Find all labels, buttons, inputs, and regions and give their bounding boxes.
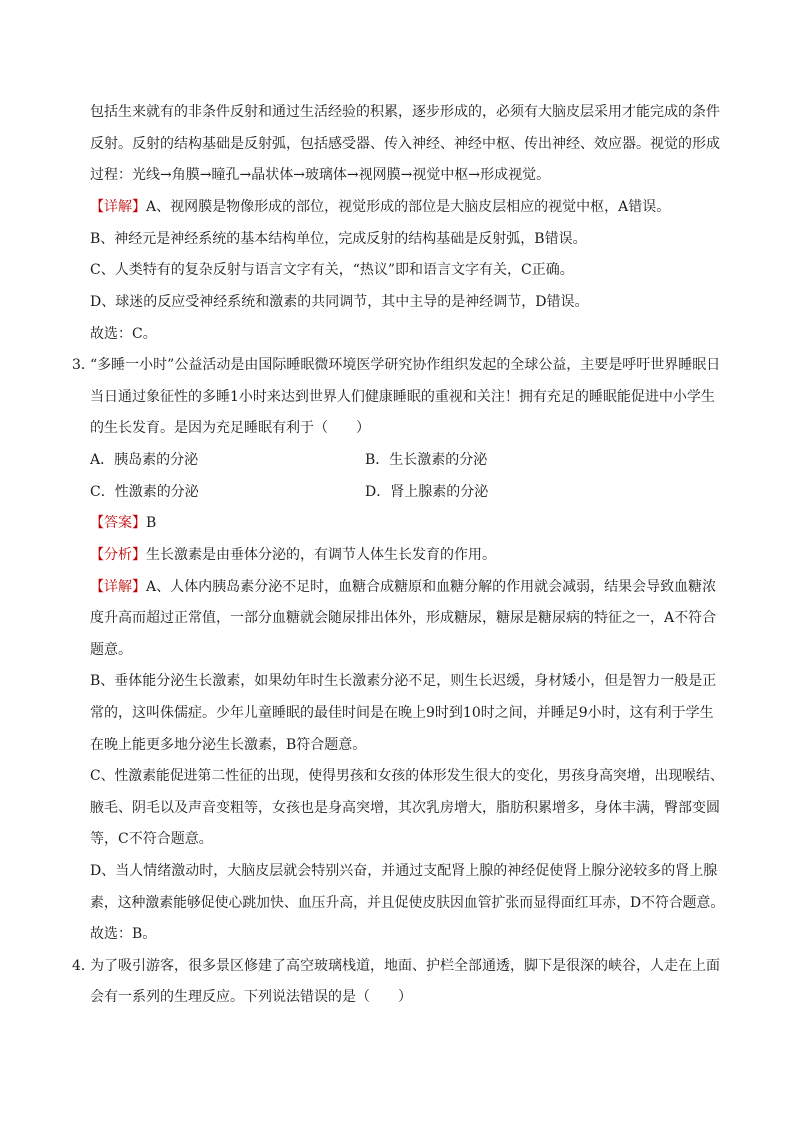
- q3-detail-line: 在晚上能更多地分泌生长激素，B符合题意。: [90, 737, 367, 753]
- detail-tag: 【详解】: [90, 579, 146, 595]
- q3-detail-line: B、垂体能分泌生长激素，如果幼年时生长激素分泌不足，则生长迟缓，身材矮小，但是智力一般是正: [90, 673, 717, 689]
- q3-detail-line: 题意。: [90, 642, 132, 658]
- q3-option-a: A．胰岛素的分泌: [90, 452, 199, 468]
- q4-number: 4．: [72, 958, 95, 974]
- q3-number: 3．: [72, 357, 95, 373]
- q3-detail-line: 度升高而超过正常值，一部分血糖就会随尿排出体外，形成糖尿，糖尿是糖尿病的特征之一，A不符合: [90, 610, 717, 626]
- q2-detail-a: [90, 198, 670, 216]
- q3-detail-line: 常的，这叫侏儒症。少年儿童睡眠的最佳时间是在晚上9时到10时之间，并睡足9小时，这有利于学生: [90, 705, 714, 721]
- q3-stem-line: “多睡一小时”公益活动是由国际睡眠微环境医学研究协作组织发起的全球公益，主要是呼吁世界睡眠日: [90, 357, 721, 373]
- q2-explain-line: 反射。反射的结构基础是反射弧，包括感受器、传入神经、神经中枢、传出神经、效应器。视觉的形成: [90, 136, 720, 152]
- detail-text: A、人体内胰岛素分泌不足时，血糖合成糖原和血糖分解的作用就会减弱，结果会导致血糖浓: [146, 579, 717, 595]
- q3-detail-line: C、性激素能促进第二性征的出现，使得男孩和女孩的体形发生很大的变化，男孩身高突增，出现喉结、: [90, 768, 724, 784]
- detail-text: A、视网膜是物像形成的部位，视觉形成的部位是大脑皮层相应的视觉中枢，A错误。: [146, 199, 671, 215]
- answer-tag: 【答案】: [90, 515, 146, 531]
- q2-choose: 故选：C。: [90, 326, 157, 342]
- analysis-tag: 【分析】: [90, 547, 146, 563]
- q2-detail-b: B、神经元是神经系统的基本结构单位，完成反射的结构基础是反射弧，B错误。: [90, 231, 587, 247]
- detail-tag: 【详解】: [90, 199, 146, 215]
- q4-stem-line: 会有一系列的生理反应。下列说法错误的是（ ）: [90, 989, 412, 1005]
- q3-detail-line: 腋毛、阴毛以及声音变粗等，女孩也是身高突增，其次乳房增大，脂肪积累增多，身体丰满，臀部变圆: [90, 800, 720, 816]
- q3-stem-line: 的生长发育。是因为充足睡眠有利于（ ）: [90, 420, 370, 436]
- q2-explain-line: 包括生来就有的非条件反射和通过生活经验的积累，逐步形成的，必须有大脑皮层采用才能完成的条件: [90, 104, 720, 120]
- q3-detail-line: 素，这种激素能够促使心跳加快、血压升高，并且促使皮肤因血管扩张而显得面红耳赤，D不符合题意。: [90, 895, 725, 911]
- answer-value: B: [146, 515, 157, 531]
- q2-detail-c: C、人类特有的复杂反射与语言文字有关，“热议”即和语言文字有关，C正确。: [90, 262, 574, 278]
- q3-option-d: D．肾上腺素的分泌: [365, 484, 489, 500]
- q2-detail-d: D、球迷的反应受神经系统和激素的共同调节，其中主导的是神经调节，D错误。: [90, 294, 589, 310]
- q3-answer: [90, 514, 156, 532]
- q4-stem-line: 为了吸引游客，很多景区修建了高空玻璃栈道，地面、护栏全部通透，脚下是很深的峡谷，人走在上面: [90, 958, 720, 974]
- q3-analysis: [90, 546, 496, 564]
- q3-detail-line: 等，C不符合题意。: [90, 831, 213, 847]
- q3-choose: 故选：B。: [90, 926, 157, 942]
- q3-stem-line: 当日通过象征性的多睡1小时来达到世界人们健康睡眠的重视和关注！拥有充足的睡眠能促进中小学生: [90, 389, 715, 405]
- q2-explain-line: 过程：光线→角膜→瞳孔→晶状体→玻璃体→视网膜→视觉中枢→形成视觉。: [90, 167, 551, 183]
- q3-option-b: B．生长激素的分泌: [365, 452, 488, 468]
- analysis-text: 生长激素是由垂体分泌的，有调节人体生长发育的作用。: [146, 547, 496, 563]
- q3-detail-line: D、当人情绪激动时，大脑皮层就会特别兴奋，并通过支配肾上腺的神经促使肾上腺分泌较多的肾上腺: [90, 863, 718, 879]
- q3-detail-a1: [90, 578, 716, 596]
- q3-option-c: C．性激素的分泌: [90, 484, 199, 500]
